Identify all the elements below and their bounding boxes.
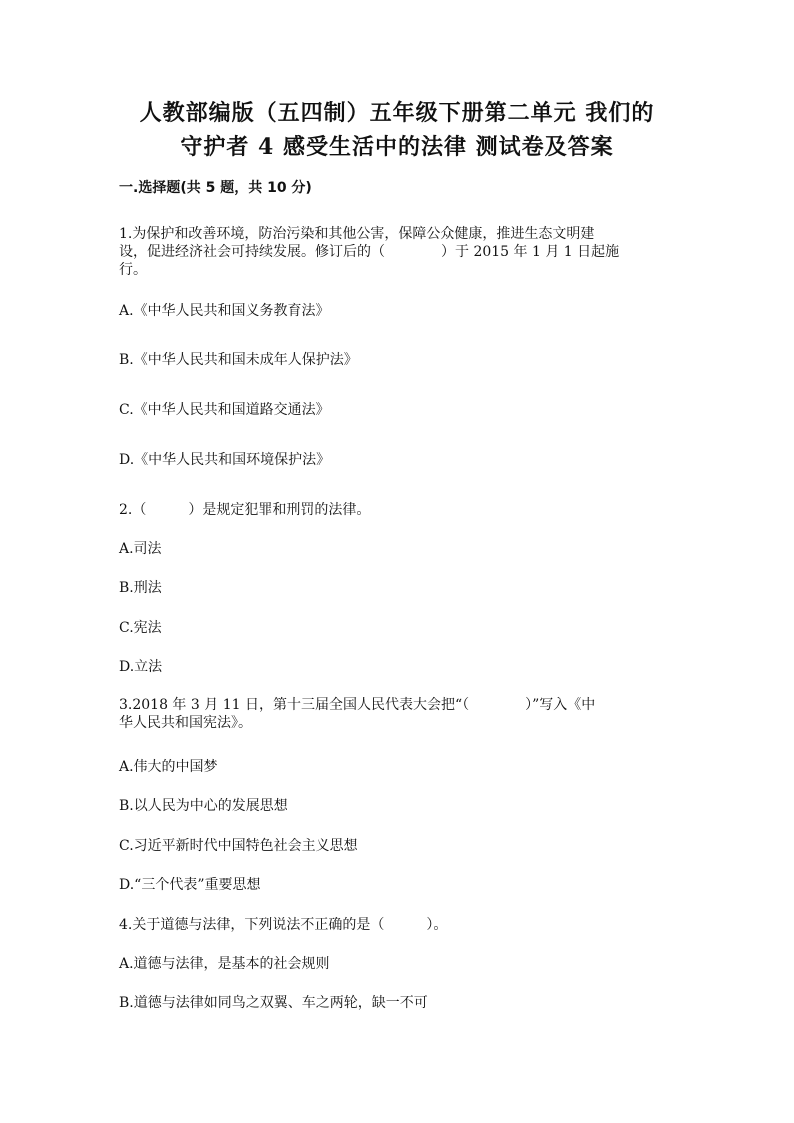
stem-line: 华人民共和国宪法》。	[119, 715, 252, 731]
question-3-option-b: B.以人民为中心的发展思想	[119, 798, 288, 814]
document-title-line2: 守护者 4 感受生活中的法律 测试卷及答案	[180, 134, 614, 160]
question-2-stem: 2.（ ）是规定犯罪和刑罚的法律。	[119, 502, 371, 518]
question-3-stem	[119, 696, 675, 732]
question-1-option-b: B.《中华人民共和国未成年人保护法》	[119, 352, 358, 368]
question-4-option-b: B.道德与法律如同鸟之双翼、车之两轮，缺一不可	[119, 995, 428, 1011]
question-4-option-a: A.道德与法律，是基本的社会规则	[119, 956, 330, 972]
question-1-option-d: D.《中华人民共和国环境保护法》	[119, 452, 331, 468]
stem-line: 设，促进经济社会可持续发展。修订后的（ ）于 2015 年 1 月 1 日起施	[119, 244, 620, 260]
stem-line: 行。	[119, 262, 147, 278]
question-4-stem: 4.关于道德与法律，下列说法不正确的是（ ）。	[119, 917, 448, 933]
stem-line: 3.2018 年 3 月 11 日，第十三届全国人民代表大会把“（ ）”写入《中	[119, 697, 596, 713]
question-1-option-c: C.《中华人民共和国道路交通法》	[119, 402, 330, 418]
question-2-option-c: C.宪法	[119, 620, 162, 636]
question-2-option-a: A.司法	[119, 541, 162, 557]
document-title-line1: 人教部编版（五四制）五年级下册第二单元 我们的	[139, 100, 655, 126]
question-3-option-c: C.习近平新时代中国特色社会主义思想	[119, 838, 358, 854]
section-heading: 一.选择题(共 5 题，共 10 分)	[119, 180, 312, 196]
question-2-option-d: D.立法	[119, 659, 163, 675]
question-1-option-a: A.《中华人民共和国义务教育法》	[119, 303, 330, 319]
question-1-stem	[119, 225, 675, 279]
question-3-option-d: D.“三个代表”重要思想	[119, 877, 261, 893]
stem-line: 1.为保护和改善环境，防治污染和其他公害，保障公众健康，推进生态文明建	[119, 226, 595, 242]
question-3-option-a: A.伟大的中国梦	[119, 759, 218, 775]
question-2-option-b: B.刑法	[119, 580, 162, 596]
